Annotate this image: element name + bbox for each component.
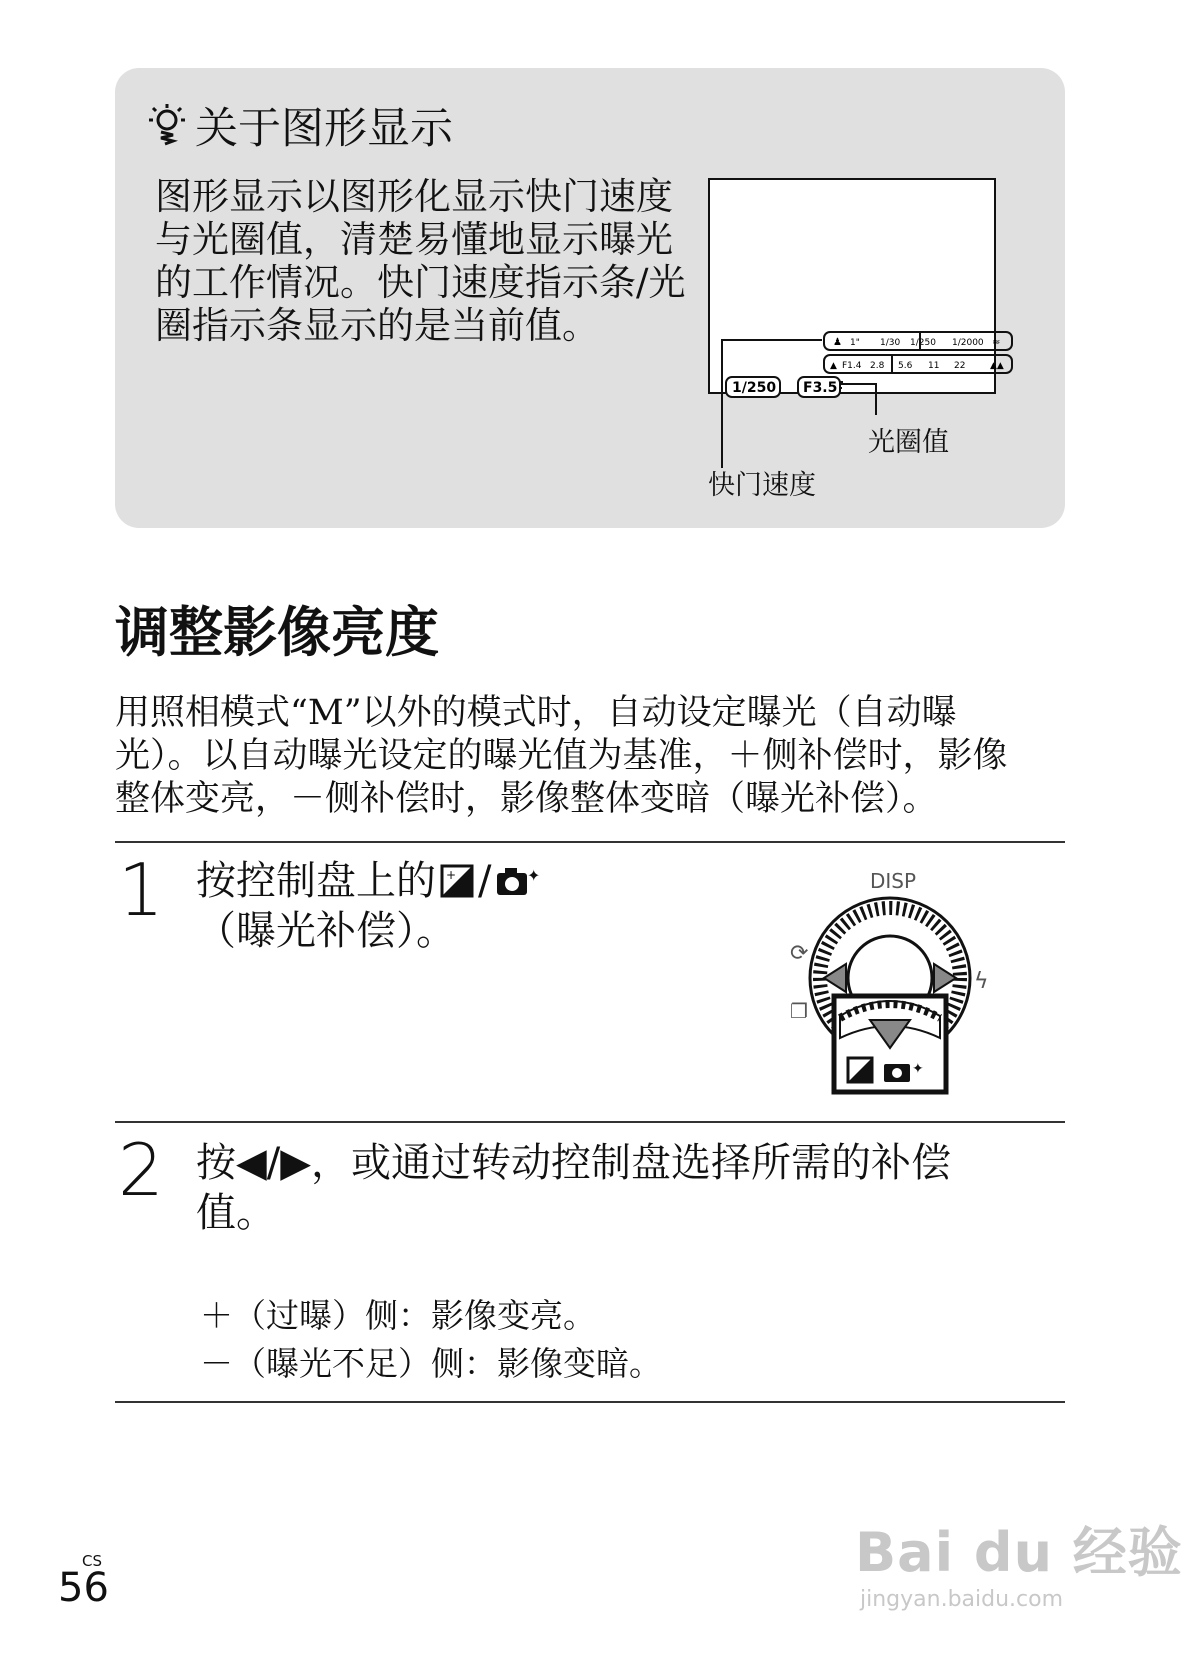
intro-line: 光）。以自动曝光设定的曝光值为基准，＋侧补偿时，影像 <box>115 736 1008 776</box>
section-title: 调整影像亮度 <box>115 601 439 664</box>
aperture-label: 光圈值 <box>868 427 949 458</box>
watermark-brand: Bai du 经验 <box>855 1521 1183 1584</box>
aperture-tick: 5.6 <box>898 361 913 371</box>
aperture-tick: 11 <box>928 361 940 371</box>
hint-bulb-icon <box>145 102 189 150</box>
tip-line: 图形显示以图形化显示快门速度 <box>155 175 673 218</box>
step-number: 1 <box>118 848 164 932</box>
aperture-value: F3.5 <box>803 380 838 396</box>
aperture-low-icon: ▲ <box>830 361 837 371</box>
note-plus: ＋（过曝）侧：影像变亮。 <box>200 1296 596 1335</box>
disp-label: DISP <box>870 869 917 893</box>
shutter-value: 1/250 <box>732 380 777 396</box>
step-2-line2: 值。 <box>196 1190 276 1236</box>
tip-body <box>155 175 690 347</box>
aperture-tick: 22 <box>954 361 966 371</box>
svg-text:✦: ✦ <box>527 866 541 885</box>
divider <box>115 1401 1065 1403</box>
language-code: CS <box>82 1552 102 1570</box>
note-minus: －（曝光不足）侧：影像变暗。 <box>200 1344 662 1383</box>
divider <box>115 841 1065 843</box>
shutter-tick: 1/30 <box>880 338 901 348</box>
page-number: 56 <box>58 1565 109 1611</box>
aperture-high-icon: ▲▲ <box>990 361 1004 371</box>
shutter-label: 快门速度 <box>708 470 816 501</box>
step-2-text <box>196 1138 1076 1238</box>
step-1-line <box>196 856 756 906</box>
aperture-tick: 2.8 <box>870 361 885 371</box>
exposure-comp-icon <box>440 864 474 898</box>
divider <box>115 1121 1065 1123</box>
shutter-leader-line <box>722 340 822 468</box>
tip-line: 与光圈值，清楚易懂地显示曝光 <box>155 218 673 261</box>
person-icon: ♟ <box>833 337 842 348</box>
section-intro <box>115 692 1075 821</box>
intro-line: 整体变亮，－侧补偿时，影像整体变暗（曝光补偿）。 <box>115 779 938 819</box>
step-1-text <box>196 856 756 956</box>
control-wheel-illustration <box>780 868 1000 1100</box>
photo-creativity-icon <box>495 863 545 899</box>
step-1-line2: （曝光补偿）。 <box>196 908 456 954</box>
running-icon: ≈ <box>992 337 1001 348</box>
shutter-tick: 1/250 <box>910 338 936 348</box>
flash-icon: ϟ <box>974 969 989 994</box>
step-2-line1: 按◀/▶，或通过转动控制盘选择所需的补偿 <box>196 1140 951 1186</box>
svg-text:✦: ✦ <box>912 1061 924 1077</box>
svg-text:+: + <box>446 868 457 882</box>
watermark <box>855 1510 1183 1612</box>
aperture-leader-line <box>840 384 876 415</box>
tip-line: 圈指示条显示的是当前值。 <box>155 304 599 347</box>
shutter-tick: 1" <box>850 338 860 348</box>
step-1-line1: 按控制盘上的 <box>196 858 436 904</box>
self-timer-icon: ⟳ <box>790 941 809 966</box>
step-1-sep: / <box>478 858 492 904</box>
tip-title <box>145 95 453 156</box>
shutter-tick: 1/2000 <box>952 338 984 348</box>
step-number: 2 <box>118 1128 164 1212</box>
watermark-url: jingyan.baidu.com <box>860 1587 1064 1612</box>
tip-line: 的工作情况。快门速度指示条/光 <box>155 261 686 304</box>
drive-mode-icon: ❐ <box>790 999 808 1023</box>
tip-title-text: 关于图形显示 <box>195 104 453 154</box>
aperture-tick: F1.4 <box>842 361 862 371</box>
intro-line: 用照相模式“M”以外的模式时，自动设定曝光（自动曝 <box>115 693 957 733</box>
